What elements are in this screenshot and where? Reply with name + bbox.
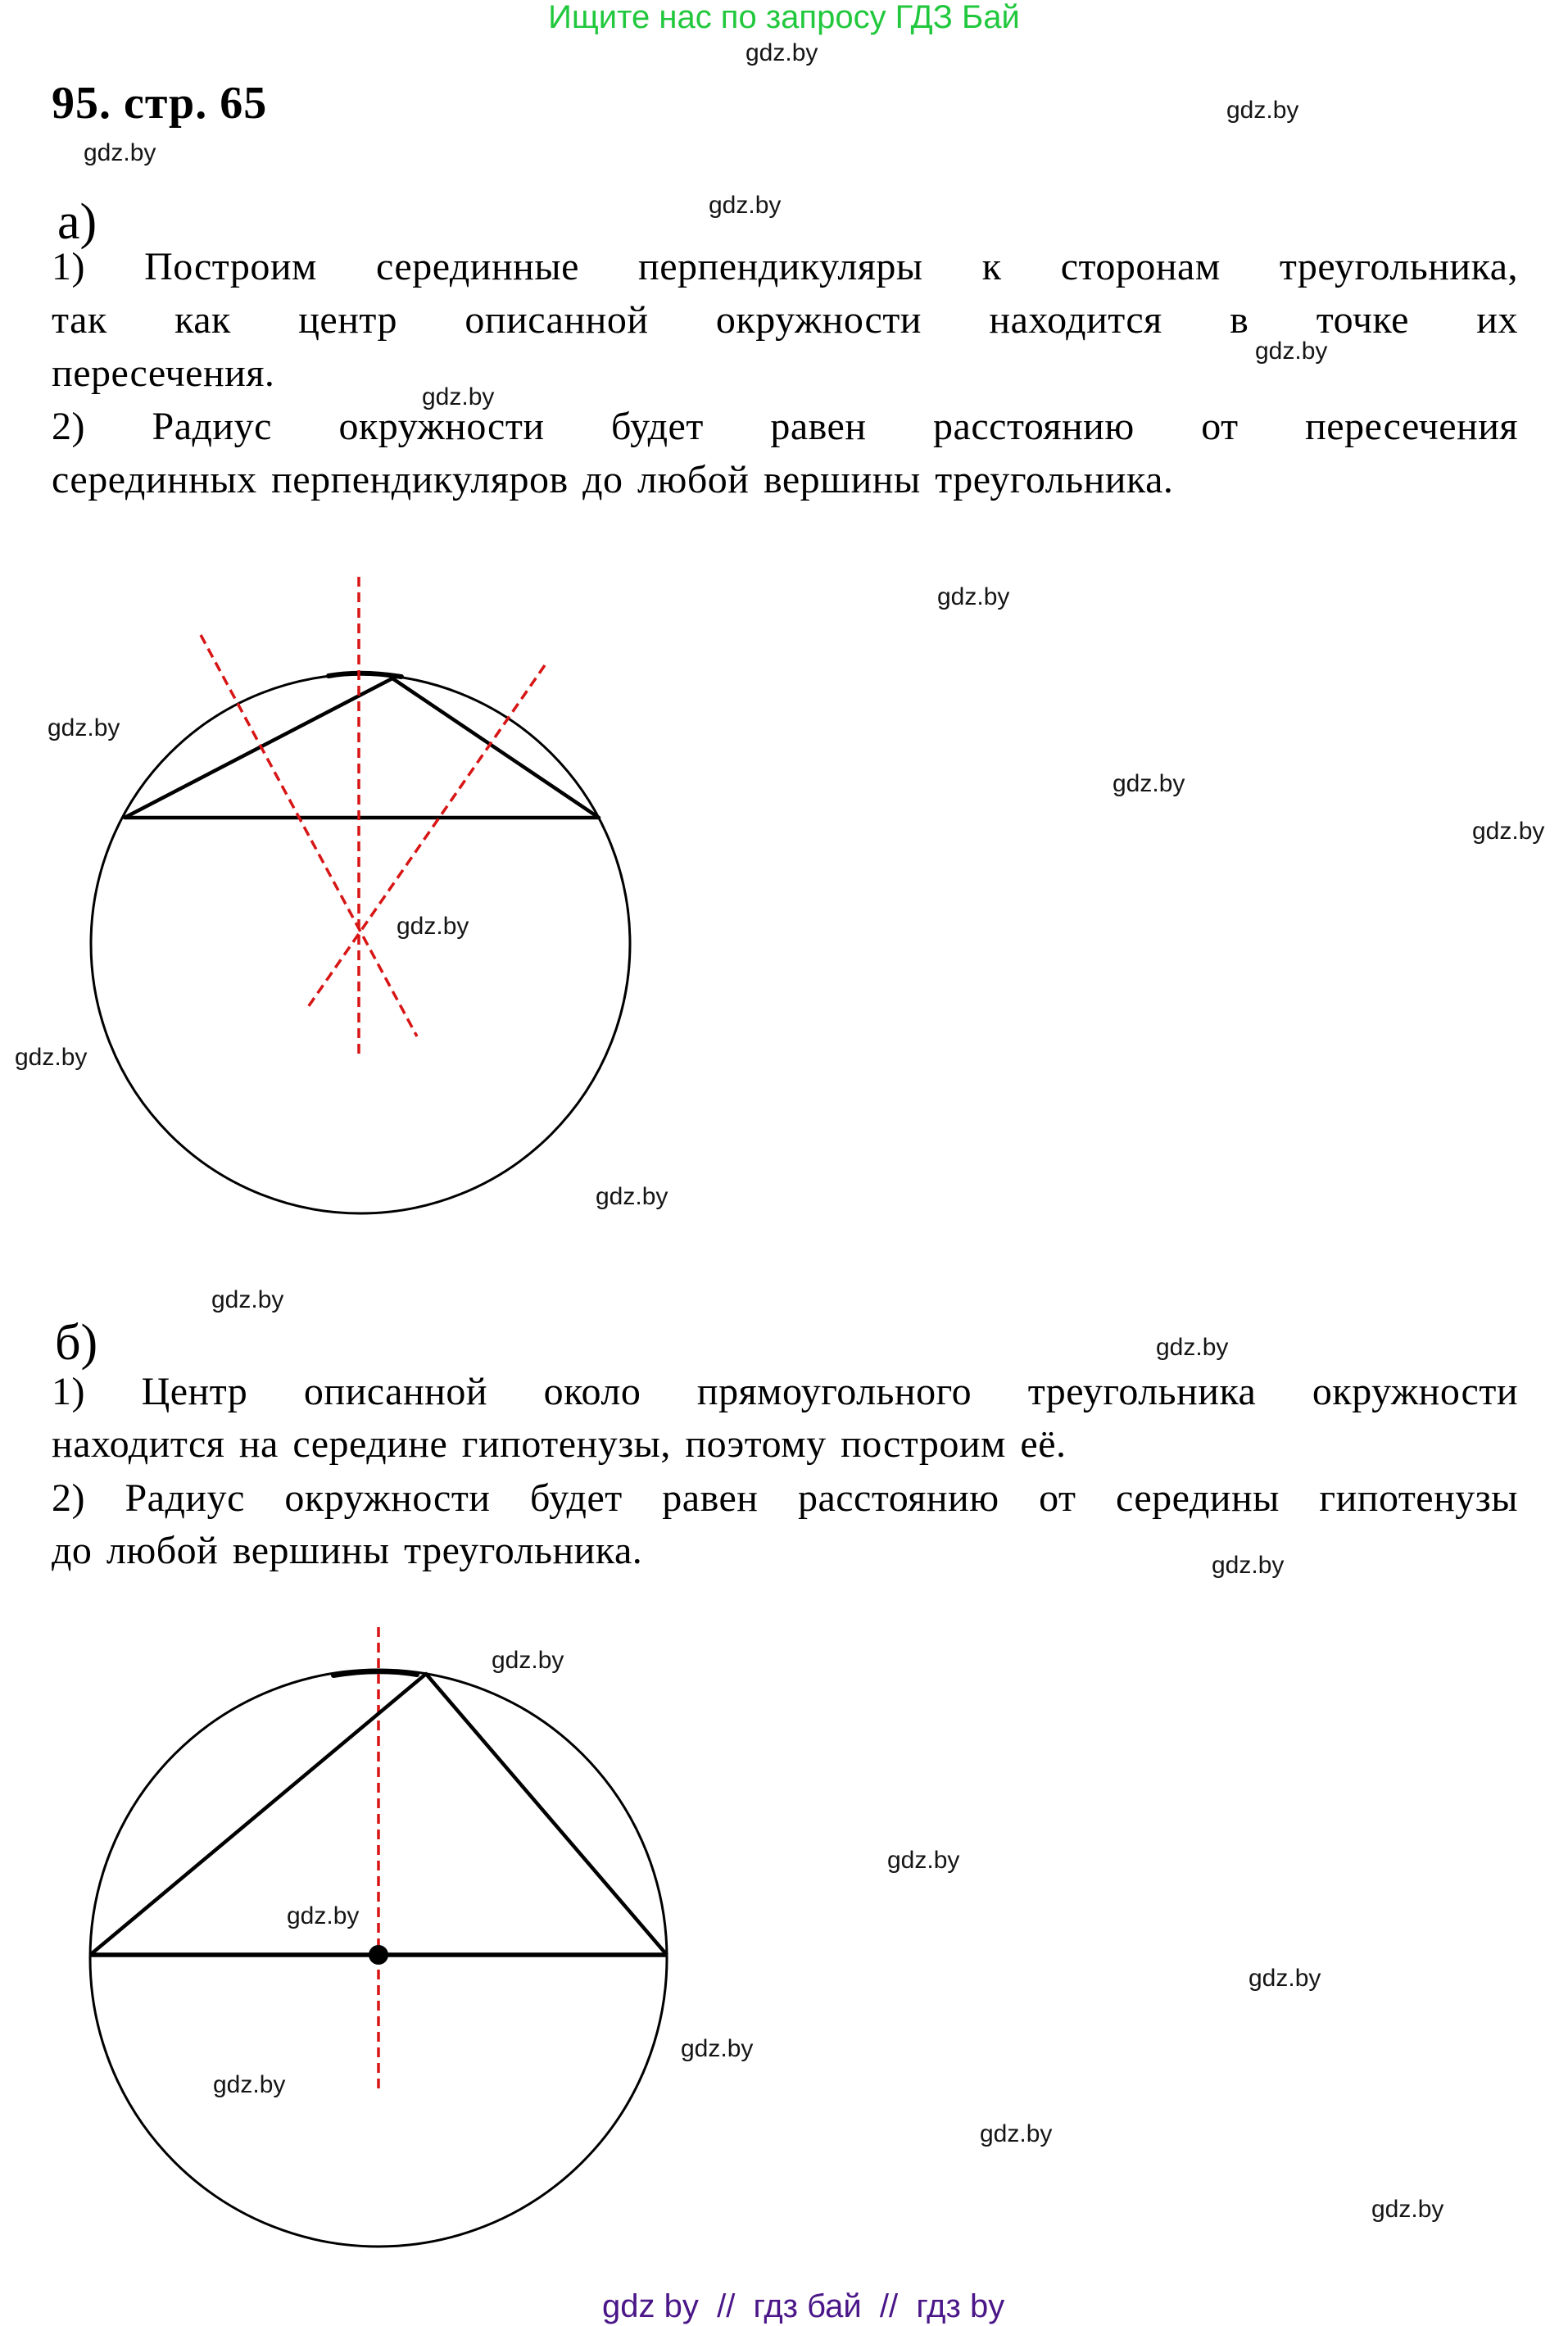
- gdz-watermark: gdz.by: [84, 139, 156, 166]
- gdz-watermark: gdz.by: [745, 39, 818, 66]
- diagram-b: [90, 1627, 667, 2247]
- footer-links: gdz by // гдз бай // гдз by: [602, 2288, 1005, 2324]
- gdz-watermark: gdz.by: [596, 1183, 668, 1210]
- gdz-watermark: gdz.by: [492, 1647, 564, 1674]
- circle-b-top-bold-arc: [333, 1671, 417, 1675]
- circumcircle-a: [91, 674, 630, 1213]
- solution-line: 1) Построим серединные перпендикуляры к сторонам треугольника,: [52, 245, 1518, 288]
- gdz-watermark: gdz.by: [1472, 818, 1545, 845]
- gdz-watermark: gdz.by: [1212, 1552, 1285, 1579]
- circle-a-top-bold-arc: [329, 673, 401, 677]
- diagram-a: [91, 577, 630, 1213]
- solution-line: так как центр описанной окружности находится в точке их: [52, 298, 1518, 342]
- solution-line: до любой вершины треугольника.: [52, 1529, 643, 1572]
- gdz-watermark: gdz.by: [422, 383, 495, 410]
- solution-line: серединных перпендикуляров до любой вершины треугольника.: [52, 458, 1174, 501]
- gdz-watermark: gdz.by: [709, 192, 782, 219]
- gdz-watermark: gdz.by: [1371, 2196, 1444, 2223]
- gdz-watermark: gdz.by: [681, 2035, 754, 2062]
- gdz-watermark: gdz.by: [213, 2071, 286, 2098]
- gdz-watermark: gdz.by: [1226, 97, 1299, 124]
- gdz-watermark: gdz.by: [887, 1847, 960, 1874]
- gdz-watermark: gdz.by: [1113, 770, 1185, 797]
- gdz-watermark: gdz.by: [211, 1286, 284, 1313]
- task-heading: 95. стр. 65: [52, 78, 268, 129]
- gdz-watermark: gdz.by: [287, 1902, 360, 1929]
- solution-line: 1) Центр описанной около прямоугольного треугольника окружности: [52, 1370, 1518, 1413]
- gdz-watermark: gdz.by: [937, 583, 1010, 610]
- triangle-a: [125, 678, 599, 818]
- gdz-watermark: gdz.by: [15, 1044, 88, 1071]
- solution-line: 2) Радиус окружности будет равен расстоянию от середины гипотенузы: [52, 1476, 1518, 1520]
- gdz-watermark: gdz.by: [48, 714, 120, 741]
- solution-line: находится на середине гипотенузы, поэтому построим её.: [52, 1422, 1067, 1466]
- gdz-watermark: gdz.by: [980, 2120, 1053, 2147]
- gdz-watermark: gdz.by: [1249, 1965, 1321, 1992]
- solution-line: 2) Радиус окружности будет равен расстоянию от пересечения: [52, 405, 1518, 448]
- gdz-watermark: gdz.by: [1156, 1334, 1229, 1361]
- promo-banner: Ищите нас по запросу ГДЗ Бай: [548, 0, 1020, 35]
- perpendicular-bisector-right-a: [306, 665, 545, 1009]
- perpendicular-bisector-left-a: [201, 635, 417, 1036]
- solution-line: пересечения.: [52, 351, 275, 395]
- gdz-watermark: gdz.by: [397, 913, 469, 940]
- hypotenuse-midpoint-dot: [369, 1945, 388, 1965]
- gdz-watermark: gdz.by: [1255, 338, 1328, 365]
- section-a-label: а): [57, 194, 97, 250]
- section-b-label: б): [55, 1315, 98, 1371]
